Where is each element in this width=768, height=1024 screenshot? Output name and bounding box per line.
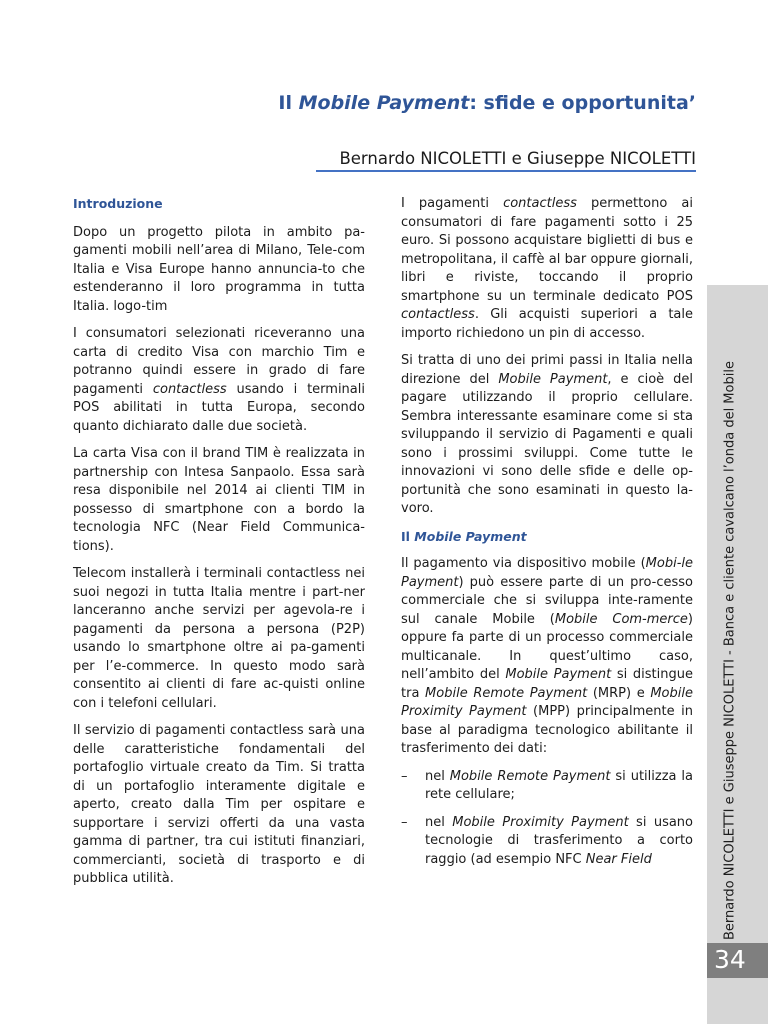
right-column	[401, 195, 693, 878]
paragraph: Il pagamento via dispositivo mobile (Mobi-le Payment) può essere parte di un pro-cesso commerciale che si sviluppa inte-ramente sul canale Mobile (Mobile Com-merce) oppure fa parte di un processo commerciale multicanale. In quest’ultimo caso, nell’ambito del Mobile Payment si distingue tra Mobile Remote Payment (MRP) e Mobile Proximity Payment (MPP) principalmente in base al paradigma tecnologico abilitante il trasferimento dei dati:	[401, 556, 693, 756]
left-column	[73, 195, 365, 898]
title-divider	[316, 170, 696, 172]
paragraph: Il servizio di pagamenti contactless sarà una delle caratteristiche fondamentali del portafoglio virtuale creato da Tim. Si tratta di un portafoglio interamente digitale e aperto, creato dalla Tim per ospitare e supportare i servizi offerti da una vasta gamma di partner, tra cui istituti finanziari, commercianti, società di trasporto e di pubblica utilità.	[73, 723, 365, 886]
dash-bullet: –	[401, 768, 408, 784]
bullet-list	[401, 768, 693, 870]
side-running-title-text: Bernardo NICOLETTI e Giuseppe NICOLETTI - Banca e cliente cavalcano l’onda del Mobile	[722, 361, 738, 940]
title-part: : sfide e opportunita’	[469, 92, 696, 114]
paragraph: I consumatori selezionati riceveranno una carta di credito Visa con marchio Tim e potranno quindi essere in grado di fare pagamenti contactless usando i terminali POS abilitati in tutta Europa, secondo quanto dichiarato dalle due società.	[73, 326, 365, 434]
title-emphasis: Mobile Payment	[298, 92, 470, 114]
dash-bullet: –	[401, 814, 408, 830]
paragraph: Telecom installerà i terminali contactless nei suoi negozi in tutta Italia mentre i part-ner lanceranno anche servizi per agevola-re i pagamenti da persona a persona (P2P) usando lo smartphone oltre ai pa-gamenti per l’e-commerce. In questo modo sarà consentito ai clienti di fare ac-quisti online con i telefoni cellulari.	[73, 566, 365, 711]
side-running-title	[708, 320, 752, 940]
paragraph: Dopo un progetto pilota in ambito pa-gamenti mobili nell’area di Milano, Tele-com Italia e Visa Europe hanno annuncia-to che estenderanno il loro programma in tutta Italia. logo-tim	[73, 224, 365, 314]
section-heading-introduzione: Introduzione	[73, 196, 163, 211]
article-title	[278, 92, 696, 114]
list-item: – nel Mobile Proximity Payment si usano tecnologie di trasferimento a corto raggio (ad esempio NFC Near Field	[401, 814, 693, 867]
title-part: Il	[278, 92, 299, 114]
author-line: Bernardo NICOLETTI e Giuseppe NICOLETTI	[339, 149, 696, 168]
paragraph: Si tratta di uno dei primi passi in Italia nella direzione del Mobile Payment, e cioè del pagare utilizzando il proprio cellulare. Sembra interessante esaminare come si sta sviluppando il servizio di Pagamenti e quali sono i prossimi sviluppi. Come tutte le innovazioni vi sono delle sfide e delle op-portunità che sono esaminati in questo la-voro.	[401, 353, 693, 516]
list-item: – nel Mobile Remote Payment si utilizza la rete cellulare;	[401, 768, 693, 802]
page-number: 34	[714, 945, 746, 974]
paragraph: I pagamenti contactless permettono ai consumatori di fare pagamenti sotto i 25 euro. Si possono acquistare biglietti di bus e metropolitana, il caffè al bar oppure giornali, libri e riviste, toccando il proprio smartphone su un terminale dedicato POS contactless. Gli acquisti superiori a tale importo richiedono un pin di accesso.	[401, 196, 693, 341]
paragraph: La carta Visa con il brand TIM è realizzata in partnership con Intesa Sanpaolo. Essa sarà resa disponibile nel 2014 ai clienti TIM in possesso di smartphone con a bordo la tecnologia NFC (Near Field Communica-tions).	[73, 446, 365, 554]
section-heading-mobile-payment: Il Mobile Payment	[401, 528, 527, 544]
